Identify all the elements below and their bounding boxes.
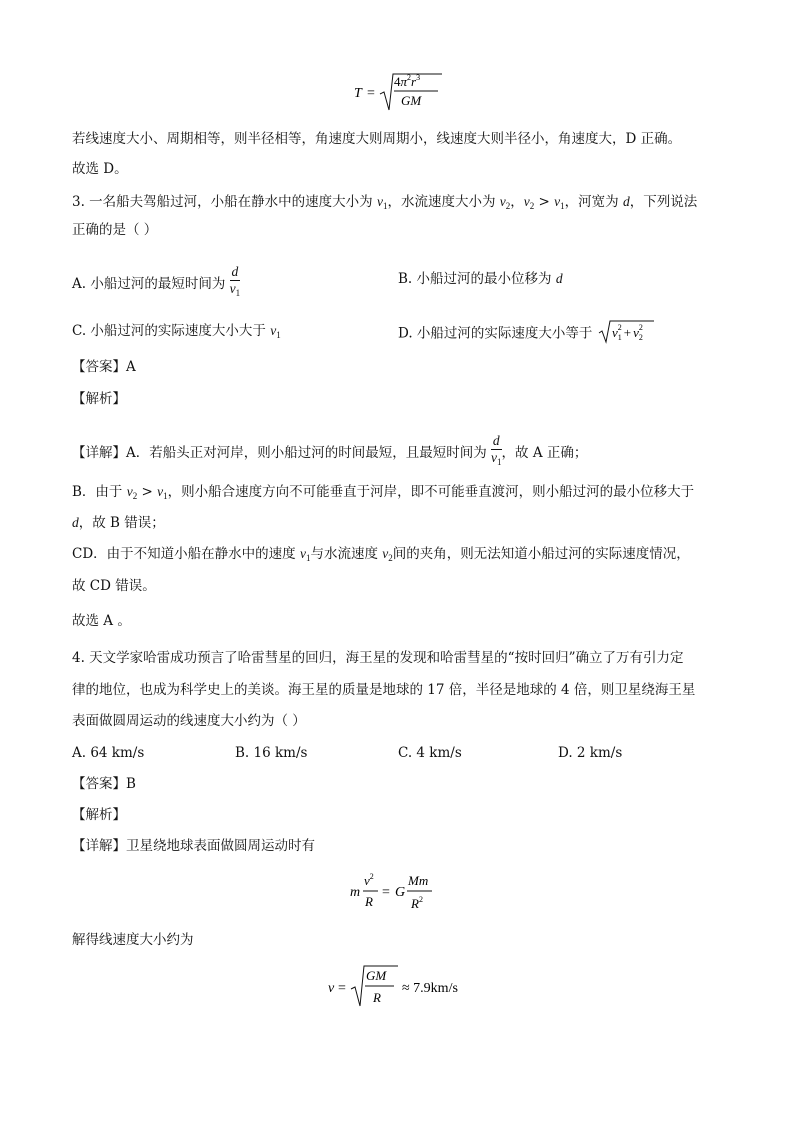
svg-text:4π2r3: $4\pi^2r^3$ <box>394 73 421 89</box>
equation-gravity-graphic <box>350 868 450 916</box>
svg-text:v12+v22: $v_12 + v_22$ <box>611 323 643 342</box>
svg-text:m: m <box>350 885 361 900</box>
q4-stem-text: 律的地位，也成为科学史上的美谈。海王星的质量是地球的 17 倍，半径是地球的 4 倍，则卫星绕海王星 <box>72 682 696 698</box>
svg-text:R2: $R^2$ <box>411 895 423 911</box>
q3-option-b: B. 小船过河的最小位移为 d <box>398 271 563 287</box>
sqrt-v1-v2 <box>597 318 655 344</box>
q4-option-c <box>398 743 462 763</box>
answer-text: 【答案】B <box>72 776 136 792</box>
q4-option-d <box>558 743 622 763</box>
q4-solve <box>72 930 194 950</box>
answer-label <box>72 357 136 377</box>
svg-text:R: R <box>365 894 373 909</box>
q4-option-a <box>72 743 144 763</box>
q3-detail-a <box>72 435 587 472</box>
var-v1: $v_1$ <box>554 194 565 211</box>
q3-detail-b-cont: d，故 B 错误； <box>72 515 165 531</box>
q3-stem-text: 正确的是（ ） <box>72 222 158 238</box>
analysis-label <box>72 389 126 409</box>
svg-text:GM: GM <box>401 93 422 108</box>
detail-text: ，故 B 错误； <box>78 515 165 531</box>
option-text: B. 小船过河的最小位移为 <box>398 271 552 287</box>
q3-stem-text: ，下列说法 <box>629 194 698 210</box>
equation-velocity-graphic <box>328 962 478 1010</box>
q4-stem-text: 4. 天文学家哈雷成功预言了哈雷彗星的回归，海王星的发现和哈雷彗星的“按时回归”确立了万有引力定 <box>72 650 684 666</box>
q3-detail-b: B．由于 $v_2 > v_1$，则小船合速度方向不可能垂直于河岸，即不可能垂直渡河，则小船过河的最小位移大于 <box>72 484 695 501</box>
detail-text: CD．由于不知道小船在静水中的速度 <box>72 546 300 562</box>
detail-text: 【详解】A．若船头正对河岸，则小船过河的时间最短，且最短时间为 <box>72 445 487 461</box>
fraction-d-v1: $\frac{d}{v_1}$ <box>229 264 241 298</box>
option-text: C. 小船过河的实际速度大小大于 <box>72 323 271 339</box>
svg-text:T: T <box>354 86 362 101</box>
option-text: A. 小船过河的最短时间为 <box>72 276 226 292</box>
q3-detail-cd-cont <box>72 576 156 596</box>
equation-period <box>354 70 444 114</box>
equation-velocity <box>328 962 478 1010</box>
answer-label <box>72 774 136 794</box>
text-line <box>72 159 128 179</box>
detail-text: B．由于 <box>72 484 127 500</box>
detail-text: 解得线速度大小约为 <box>72 932 194 948</box>
detail-text: 【详解】卫星绕地球表面做圆周运动时有 <box>72 838 315 854</box>
q3-option-a <box>72 266 240 303</box>
svg-text:v: v <box>328 981 335 996</box>
question-3-stem-cont <box>72 220 157 240</box>
answer-text: 【答案】A <box>72 359 136 375</box>
equation-period-graphic <box>354 70 444 114</box>
svg-text:=: = <box>338 981 346 996</box>
q3-stem-text: ，河宽为 <box>564 194 623 210</box>
svg-text:R: R <box>373 990 381 1005</box>
option-text: D. 小船过河的实际速度大小等于 <box>398 325 593 342</box>
question-3-stem: 3. 一名船夫驾船过河，小船在静水中的速度大小为 $v_1$，水流速度大小为 $v_2$，$v_2 > v_1$，河宽为 d，下列说法 <box>72 194 698 211</box>
detail-text: ，故 A 正确； <box>501 445 588 461</box>
svg-text:Mm: Mm <box>408 873 429 888</box>
q3-option-c: C. 小船过河的实际速度大小大于 $v_1$ <box>72 323 281 340</box>
q3-stem-text: 3. 一名船夫驾船过河，小船在静水中的速度大小为 <box>72 194 377 210</box>
equation-gravity <box>350 868 450 916</box>
analysis-text: 【解析】 <box>72 391 126 407</box>
option-text: A. 64 km/s <box>72 745 145 761</box>
q3-detail-cd: CD．由于不知道小船在静水中的速度 $v_1$与水流速度 $v_2$间的夹角，则无法知道小船过河的实际速度情况， <box>72 546 690 563</box>
detail-text: 间的夹角，则无法知道小船过河的实际速度情况， <box>392 546 690 562</box>
question-4-stem <box>72 648 683 668</box>
q3-choose <box>72 611 131 631</box>
fraction-d-v1: $\frac{d}{v_1}$ <box>491 433 502 467</box>
svg-text:GM: GM <box>366 968 387 983</box>
option-text: C. 4 km/s <box>398 745 462 761</box>
q4-option-b <box>235 743 307 763</box>
var-v1: $v_1$ <box>376 194 388 211</box>
analysis-label <box>72 805 126 825</box>
var-v2: $v_2$ <box>499 194 511 211</box>
question-4-stem <box>72 711 306 731</box>
detail-text: 与水流速度 <box>310 546 383 562</box>
line-text: 若线速度大小、周期相等，则半径相等，角速度大则周期小，线速度大则半径小，角速度大，D 正确。 <box>72 131 682 147</box>
text-line <box>72 129 681 149</box>
svg-text:G: G <box>395 885 406 900</box>
choose-text: 故选 A 。 <box>72 613 131 629</box>
q4-detail <box>72 836 315 856</box>
var-v2: $v_2$ <box>523 194 535 211</box>
question-4-stem <box>72 680 695 700</box>
svg-text:=: = <box>382 885 390 900</box>
line-text: 故选 D。 <box>72 161 128 177</box>
q3-stem-text: ，水流速度大小为 <box>387 194 500 210</box>
q3-option-d <box>398 321 655 347</box>
svg-text:≈ 7.9km/s: ≈ 7.9km/s <box>402 981 458 996</box>
analysis-text: 【解析】 <box>72 807 126 823</box>
svg-text:=: = <box>367 86 375 101</box>
option-text: B. 16 km/s <box>235 745 308 761</box>
detail-text: 故 CD 错误。 <box>72 578 156 594</box>
detail-text: ，则小船合速度方向不可能垂直于河岸，即不可能垂直渡河，则小船过河的最小位移大于 <box>167 484 695 500</box>
option-text: D. 2 km/s <box>558 745 623 761</box>
q4-stem-text: 表面做圆周运动的线速度大小约为（ ） <box>72 713 306 729</box>
svg-text:v2: $v^2$ <box>364 872 374 888</box>
